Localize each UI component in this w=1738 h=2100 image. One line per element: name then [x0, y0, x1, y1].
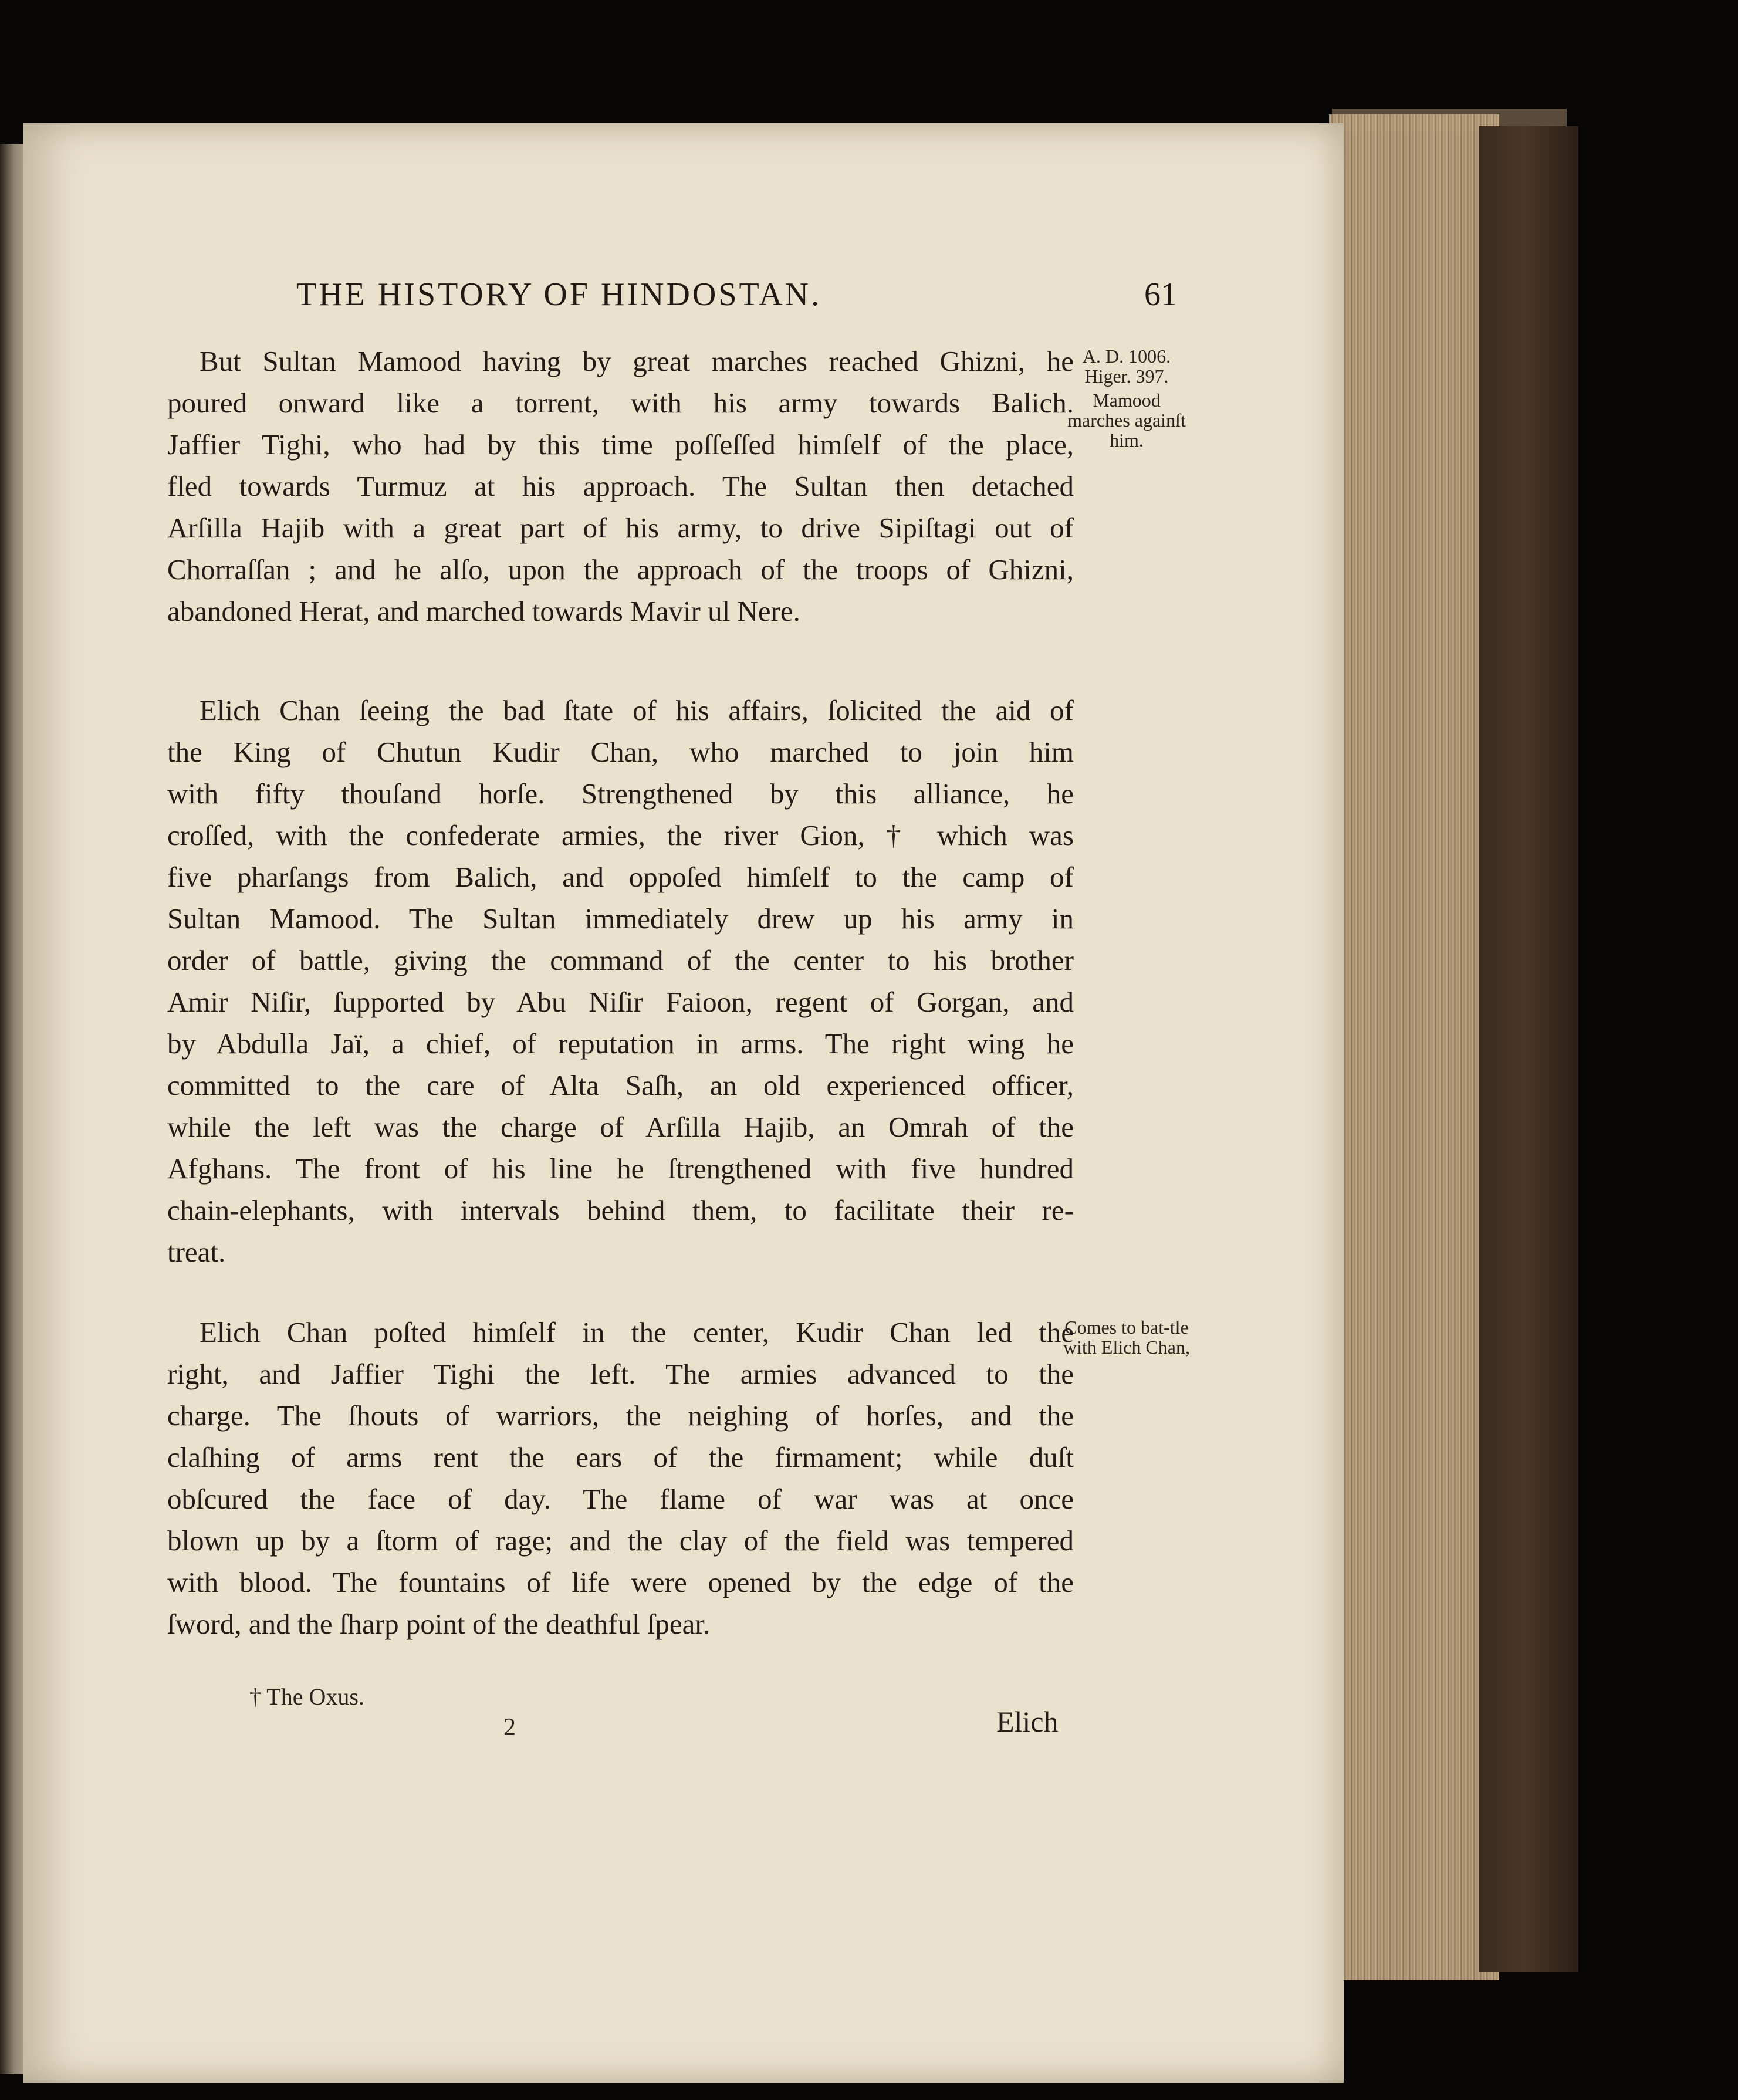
text-line: by Abdulla Jaï, a chief, of reputation in arms. The right wing he — [167, 1027, 1074, 1060]
margin-date-note: A. D. 1006. Higer. 397. — [1082, 346, 1171, 387]
text-line: charge. The ſhouts of warriors, the neighing of horſes, and the — [167, 1399, 1074, 1432]
text-line: Jaffier Tighi, who had by this time poſſeſſed himſelf of the place, — [167, 428, 1074, 461]
text-line: Chorraſſan ; and he alſo, upon the approach of the troops of Ghizni, — [167, 553, 1074, 586]
text-line: right, and Jaffier Tighi the left. The armies advanced to the — [167, 1358, 1074, 1390]
text-line: Arſilla Hajib with a great part of his army, to drive Sipiſtagi out of — [167, 512, 1074, 544]
text-line: obſcured the face of day. The flame of war was at once — [167, 1483, 1074, 1515]
running-title: THE HISTORY OF HINDOSTAN. — [296, 276, 822, 313]
text-line: claſhing of arms rent the ears of the firmament; while duſt — [167, 1441, 1074, 1473]
page-number: 61 — [1144, 276, 1177, 313]
text-line: Elich Chan poſted himſelf in the center, Kudir Chan led the — [200, 1316, 1074, 1348]
text-line: poured onward like a torrent, with his army towards Balich. — [167, 387, 1074, 419]
text-line: croſſed, with the confederate armies, the river Gion, † which was — [167, 819, 1074, 851]
text-line: ſword, and the ſharp point of the deathful ſpear. — [167, 1608, 711, 1640]
page-block-edge — [1329, 114, 1499, 1980]
text-line: abandoned Herat, and marched towards Mavir ul Nere. — [167, 595, 800, 627]
paragraph-1 — [167, 340, 1074, 632]
text-line: the King of Chutun Kudir Chan, who marched to join him — [167, 736, 1074, 768]
text-line: five pharſangs from Balich, and oppoſed himſelf to the camp of — [167, 861, 1074, 893]
text-line: chain-elephants, with intervals behind them, to facilitate their re- — [167, 1194, 1074, 1226]
text-line: blown up by a ſtorm of rage; and the clay of the field was tempered — [167, 1524, 1074, 1557]
text-line: Sultan Mamood. The Sultan immediately drew up his army in — [167, 902, 1074, 935]
text-line: But Sultan Mamood having by great marches reached Ghizni, he — [200, 345, 1074, 377]
margin-note-mamood-marches: Mamood marches againſt him. — [1067, 390, 1186, 451]
catchword: Elich — [996, 1705, 1059, 1738]
paragraph-2 — [167, 689, 1074, 1273]
signature-mark: 2 — [503, 1714, 516, 1741]
text-line: treat. — [167, 1236, 226, 1268]
text-line: Amir Niſir, ſupported by Abu Niſir Faioon, regent of Gorgan, and — [167, 986, 1074, 1018]
book-cover-board — [1479, 126, 1578, 1972]
margin-note-battle: Comes to bat-tle with Elich Chan, — [1063, 1317, 1190, 1358]
paragraph-3 — [167, 1311, 1074, 1645]
text-line: fled towards Turmuz at his approach. The Sultan then detached — [167, 470, 1074, 502]
footnote: † The Oxus. — [249, 1683, 364, 1710]
text-line: order of battle, giving the command of the center to his brother — [167, 944, 1074, 976]
text-line: with fifty thouſand horſe. Strengthened by this alliance, he — [167, 777, 1074, 810]
text-line: Elich Chan ſeeing the bad ſtate of his affairs, ſolicited the aid of — [200, 694, 1074, 726]
text-line: committed to the care of Alta Saſh, an old experienced officer, — [167, 1069, 1074, 1101]
text-line: Afghans. The front of his line he ſtrengthened with five hundred — [167, 1152, 1074, 1185]
text-line: with blood. The fountains of life were opened by the edge of the — [167, 1566, 1074, 1598]
text-line: while the left was the charge of Arſilla Hajib, an Omrah of the — [167, 1111, 1074, 1143]
